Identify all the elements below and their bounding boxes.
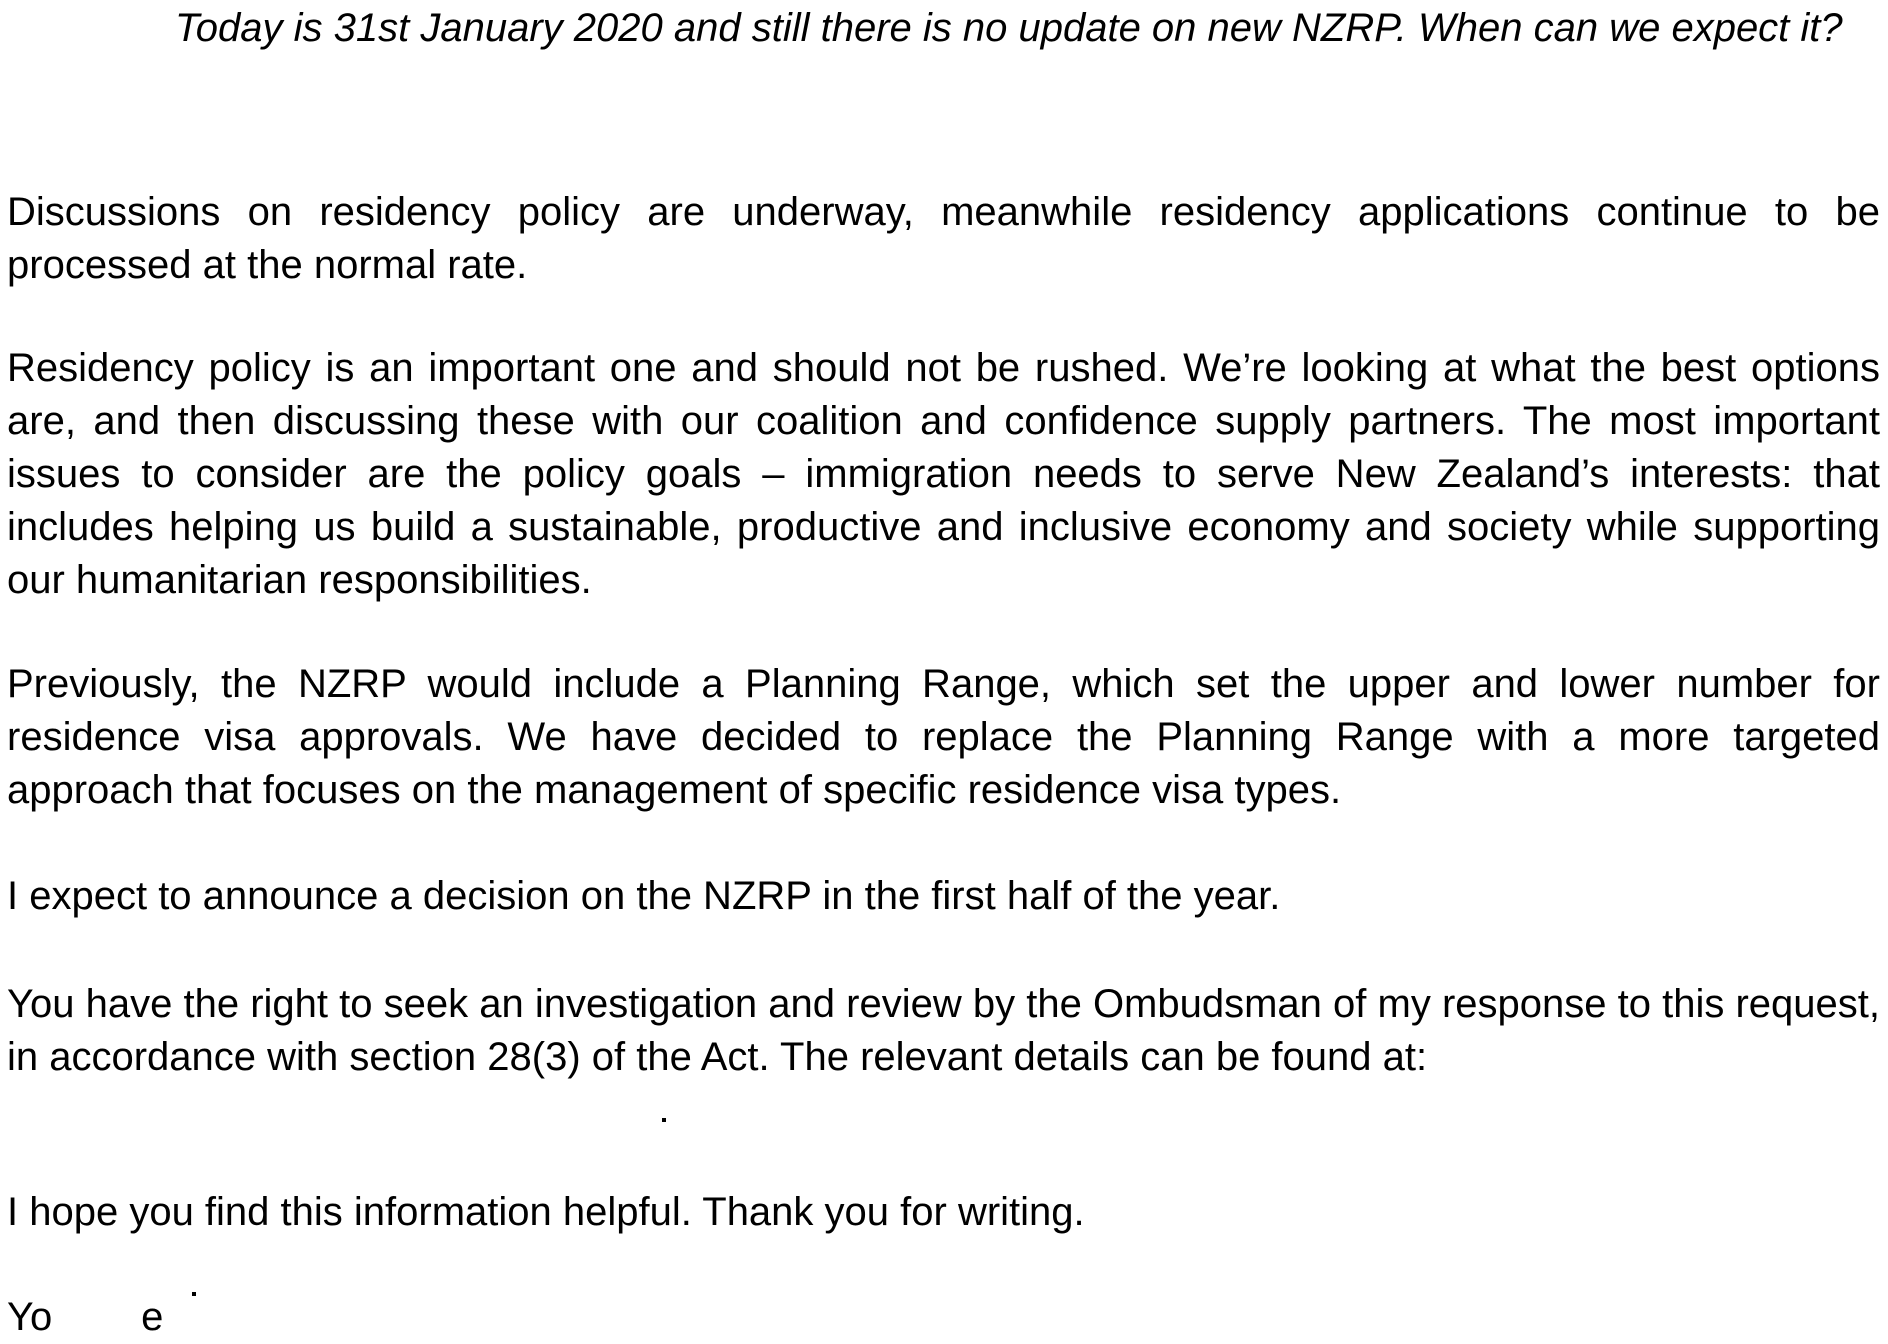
paragraph-ombudsman-rights: You have the right to seek an investigation and review by the Ombudsman of my response to this request, in accordance with section 28(3) of the Act. The relevant details can be found at: xyxy=(7,982,1880,1079)
paragraph-closing-thanks: I hope you find this information helpful. Thank you for writing. xyxy=(7,1190,1085,1234)
paragraph-processing-status: Discussions on residency policy are underway, meanwhile residency applications continue to be processed at the normal rate. xyxy=(7,190,1880,287)
sign-off-partial: Yo e xyxy=(7,1295,164,1339)
paragraph-planning-range: Previously, the NZRP would include a Planning Range, which set the upper and lower number for residence visa approvals. We have decided to replace the Planning Range with a more targeted approach that focuses on the management of specific residence visa types. xyxy=(7,662,1880,812)
redaction-speck xyxy=(662,1118,666,1122)
quoted-question: Today is 31st January 2020 and still there is no update on new NZRP. When can we expect it? xyxy=(175,6,1843,50)
paragraph-policy-goals: Residency policy is an important one and should not be rushed. We’re looking at what the best options are, and then discussing these with our coalition and confidence supply partners. The most important issues to consider are the policy goals – immigration needs to serve New Zealand’s interests: that includes helping us build a sustainable, productive and inclusive economy and society while supporting our humanitarian responsibilities. xyxy=(7,346,1880,602)
paragraph-decision-timing: I expect to announce a decision on the NZRP in the first half of the year. xyxy=(7,874,1281,918)
redaction-speck xyxy=(192,1292,196,1296)
